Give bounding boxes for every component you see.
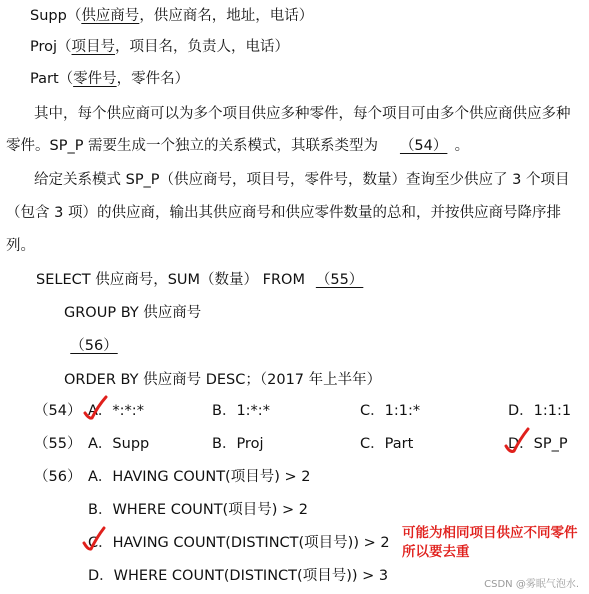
schema-part: Part（零件号，零件名） xyxy=(30,71,190,87)
schema-name: Part xyxy=(30,71,59,87)
q54-text-line1: 其中，每个供应商可以为多个项目供应多种零件，每个项目可由多个供应商供应多种 xyxy=(34,106,571,122)
q55-option-c: C．Part xyxy=(360,436,414,452)
q54-option-a: A．*:*:* xyxy=(88,403,144,419)
q54-option-b: B．1:*:* xyxy=(212,403,270,419)
q56-option-c: C．HAVING COUNT(DISTINCT(项目号)) > 2 xyxy=(88,535,390,551)
handwritten-note xyxy=(402,524,578,562)
note-line-1: 可能为相同项目供应不同零件 xyxy=(402,525,578,541)
q54-text-line2: 零件。SP_P 需要生成一个独立的关系模式，其联系类型为 （54） 。 xyxy=(6,138,470,154)
check-mark-icon xyxy=(82,394,112,424)
check-mark-icon xyxy=(502,426,534,458)
blank-54: （54） xyxy=(399,138,448,154)
schema-name: Proj xyxy=(30,39,58,55)
schema-proj: Proj（项目号，项目名，负责人，电话） xyxy=(30,39,290,55)
q56-option-b: B．WHERE COUNT(项目号) > 2 xyxy=(88,502,308,518)
schema-name: Supp xyxy=(30,8,67,24)
q55-number: （55） xyxy=(34,436,82,452)
primary-key: 零件号 xyxy=(73,71,117,87)
q55-text-line1: 给定关系模式 SP_P（供应商号，项目号，零件号，数量）查询至少供应了 3 个项目 xyxy=(34,172,570,188)
watermark: CSDN @雾眠气泡水. xyxy=(484,579,579,590)
primary-key: 项目号 xyxy=(71,39,116,55)
note-line-2: 所以要去重 xyxy=(402,544,470,560)
q55-option-d: D．SP_P xyxy=(508,436,568,452)
q54-option-d: D．1:1:1 xyxy=(508,403,572,419)
sql-order-by: ORDER BY 供应商号 DESC；（2017 年上半年） xyxy=(64,372,382,388)
q56-option-d: D．WHERE COUNT(DISTINCT(项目号)) > 3 xyxy=(88,568,389,584)
q55-option-b: B．Proj xyxy=(212,436,264,452)
check-mark-icon xyxy=(80,525,110,555)
q56-number: （56） xyxy=(34,469,82,485)
sql-select-line: SELECT 供应商号，SUM（数量） FROM （55） xyxy=(36,270,370,290)
sql-group-by: GROUP BY 供应商号 xyxy=(64,305,202,321)
q54-option-c: C．1:1:* xyxy=(360,403,421,419)
blank-55: （55） xyxy=(315,272,364,288)
q55-option-a: A．Supp xyxy=(88,436,150,452)
primary-key: 供应商号 xyxy=(81,8,140,24)
q55-text-line2: （包含 3 项）的供应商，输出其供应商号和供应零件数量的总和，并按供应商号降序排 xyxy=(6,205,561,221)
q55-text-line3: 列。 xyxy=(6,238,35,254)
schema-supp: Supp（供应商号，供应商名，地址，电话） xyxy=(30,8,314,24)
blank-56: （56） xyxy=(70,338,118,354)
sql-blank-56-line xyxy=(64,336,124,356)
q54-number: （54） xyxy=(34,403,82,419)
q56-option-a: A．HAVING COUNT(项目号) > 2 xyxy=(88,469,311,485)
